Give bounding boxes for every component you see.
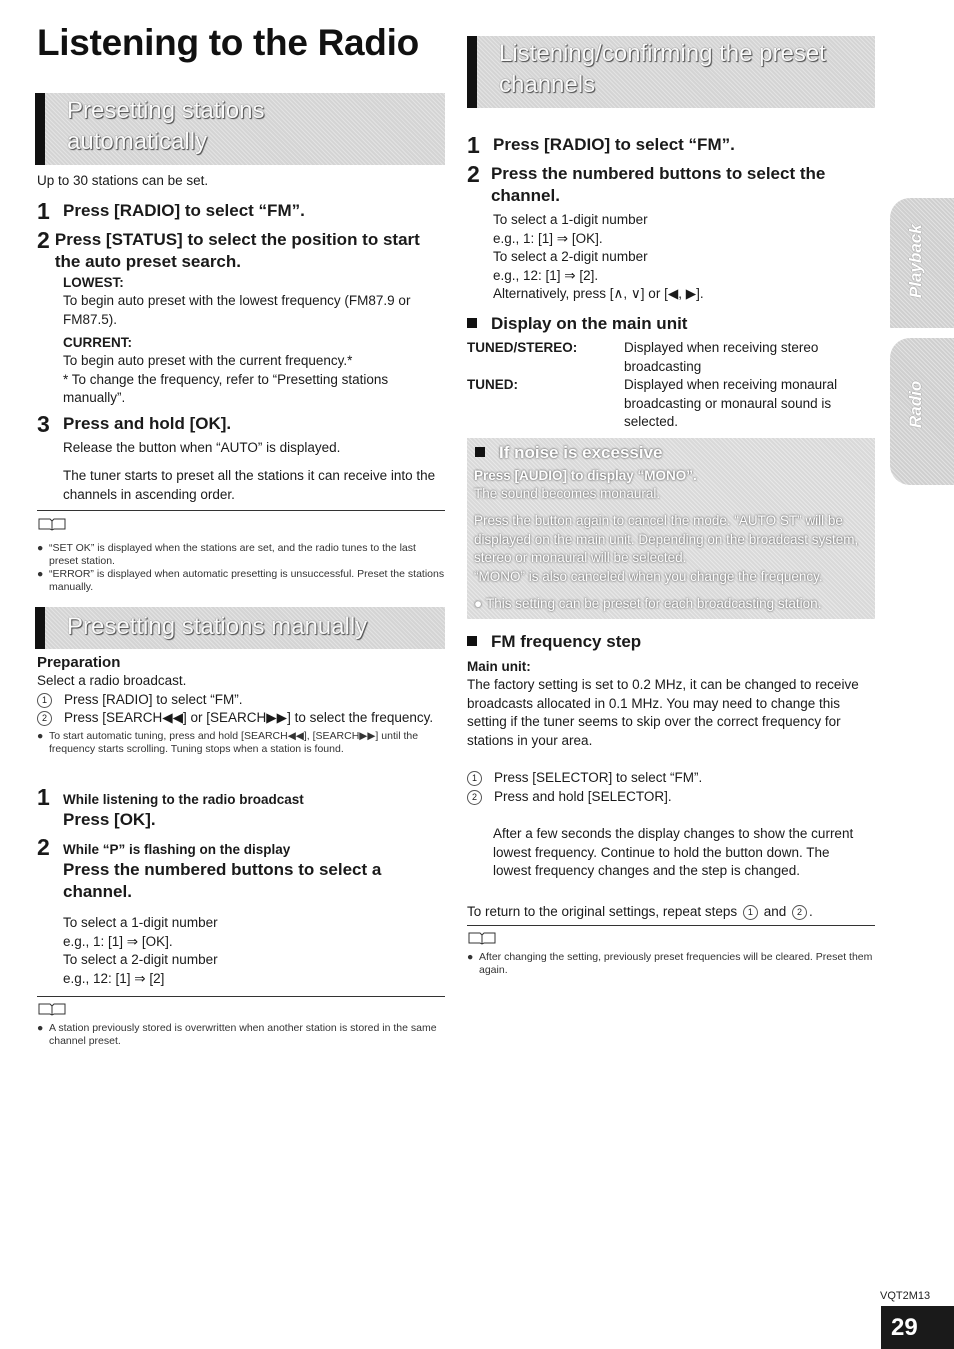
auto-step-2: [37, 229, 437, 273]
section-heading-auto: [35, 93, 445, 165]
step-context: While listening to the radio broadcast: [63, 792, 304, 807]
step-text: Press and hold [OK].: [63, 414, 232, 433]
side-tab-playback-label: Playback: [906, 224, 925, 298]
section-marker: [467, 36, 477, 108]
bullet-icon: ●: [467, 951, 474, 963]
note-book-icon: [37, 517, 67, 531]
selector-step: 2 Press and hold [SELECTOR].: [467, 788, 702, 807]
step-number: 1: [467, 132, 480, 158]
lowest-text: To begin auto preset with the lowest frequency (FM87.9 or FM87.5).: [63, 293, 411, 327]
step3-release-text: Release the button when “AUTO” is displayed.: [63, 440, 341, 455]
page-number: 29: [881, 1306, 954, 1349]
step-text: Press [OK].: [63, 810, 156, 829]
step-text: Press the numbered buttons to select the channel.: [490, 164, 826, 205]
preparation-label: Preparation: [37, 654, 121, 671]
divider: [37, 510, 445, 511]
confirm-step-1: [467, 134, 875, 156]
circled-number: 1: [37, 693, 52, 708]
step-description: The factory setting is set to 0.2 MHz, it can be changed to receive broadcasts allocated in 0.1 MHz. You may need to change this setting if the tuner seems to skip over the correct frequency for stations in your area.: [467, 677, 859, 748]
display-table: [467, 339, 867, 432]
circled-number: 2: [792, 905, 807, 920]
step3-tuner-text: The tuner starts to preset all the stations it can receive into the channels in ascending order.: [63, 468, 436, 502]
section-marker: [35, 607, 45, 649]
step-number: 2: [37, 227, 50, 253]
noise-result: The sound becomes monaural.: [474, 486, 661, 501]
step-number: 2: [37, 834, 50, 860]
side-tab-playback: [890, 198, 954, 328]
note-item: ● “ERROR” is displayed when automatic presetting is unsuccessful. Preset the stations manually.: [37, 568, 445, 593]
step-text: Press [RADIO] to select “FM”.: [493, 135, 735, 154]
manual-step-2: [37, 836, 437, 903]
step-heading: FM frequency step: [467, 631, 641, 653]
divider: [37, 996, 445, 997]
square-bullet-icon: [467, 318, 477, 328]
section-heading-auto-label: Presetting stations automatically: [67, 97, 265, 155]
bullet-icon: ●: [474, 596, 483, 611]
noise-instruction: Press [AUDIO] to display “MONO”.: [474, 468, 697, 483]
lowest-label: LOWEST:: [63, 275, 124, 290]
square-bullet-icon: [467, 636, 477, 646]
page-title: Listening to the Radio: [37, 22, 419, 63]
current-footnote: * To change the frequency, refer to “Presetting stations manually”.: [63, 371, 389, 405]
circled-number: 1: [743, 905, 758, 920]
prep-step: 1 Press [RADIO] to select “FM”.: [37, 691, 447, 710]
step-number: 1: [37, 198, 50, 224]
model-code: VQT2M13: [880, 1290, 931, 1302]
divider: [467, 925, 875, 926]
selector-step: 1 Press [SELECTOR] to select “FM”.: [467, 769, 702, 788]
auto-intro: Up to 30 stations can be set.: [37, 173, 209, 188]
circled-number: 1: [467, 771, 482, 786]
note-book-icon: [37, 1002, 67, 1016]
display-row: TUNED: Displayed when receiving monaural broadcasting or monaural sound is selected.: [467, 377, 838, 429]
step-number: 3: [37, 411, 50, 437]
manual-digit-instructions: To select a 1-digit number e.g., 1: [1] ⇒ [OK]. To select a 2-digit number e.g., 12: [1] ⇒ [2]: [63, 915, 218, 986]
selector-after-text: After a few seconds the display changes to show the current lowest frequency. Continue to hold the button down. The lowest frequency changes and the step is changed.: [493, 826, 854, 878]
manual-step-1: [37, 786, 447, 831]
auto-options: [63, 274, 448, 408]
note-item: ● “SET OK” is displayed when the stations are set, and the radio tunes to the last preset station.: [37, 542, 416, 567]
current-text: To begin auto preset with the current frequency.*: [63, 353, 353, 368]
bullet-icon: ●: [37, 568, 44, 580]
return-text: To return to the original settings, repeat steps 1 and 2 .: [467, 904, 813, 919]
step-text: Press [STATUS] to select the position to start the auto preset search.: [54, 230, 420, 271]
manual-note: ● A station previously stored is overwritten when another station is stored in the same channel preset.: [37, 1022, 437, 1047]
circled-number: 2: [37, 711, 52, 726]
bullet-icon: ●: [37, 729, 44, 742]
noise-heading: If noise is excessive: [475, 442, 663, 464]
section-heading-confirm: [467, 36, 875, 108]
bullet-icon: ●: [37, 1022, 44, 1034]
confirm-digit-instructions: To select a 1-digit number e.g., 1: [1] ⇒ [OK]. To select a 2-digit number e.g., 12: [1] ⇒ [2]. Alternatively, press [∧, ∨] or [◀, ▶].: [493, 212, 704, 301]
side-tab-radio-label: Radio: [906, 380, 925, 428]
bullet-icon: ●: [37, 542, 44, 554]
step-number: 2: [467, 161, 480, 187]
noise-box: [467, 438, 875, 619]
auto-step-3: [37, 413, 447, 435]
noise-note: ● This setting can be preset for each broadcasting station.: [474, 595, 821, 614]
main-unit-label: Main unit:: [467, 659, 531, 674]
square-bullet-icon: [475, 447, 485, 457]
selector-steps: [467, 769, 702, 806]
section-heading-manual-label: Presetting stations manually: [67, 613, 368, 640]
side-tab-radio: [890, 338, 954, 485]
note-book-icon: [467, 931, 497, 945]
preparation-text: Select a radio broadcast.: [37, 673, 187, 688]
auto-notes: [37, 542, 447, 594]
step-section-body: [467, 658, 872, 750]
prep-step: 2 Press [SEARCH◀◀] or [SEARCH▶▶] to select the frequency.: [37, 709, 447, 728]
auto-step-1: [37, 200, 447, 222]
step-text: Press the numbered buttons to select a channel.: [63, 860, 382, 901]
confirm-step-2: [467, 163, 867, 207]
display-row: TUNED/STEREO: Displayed when receiving stereo broadcasting: [467, 340, 819, 374]
step-number: 1: [37, 784, 50, 810]
current-label: CURRENT:: [63, 335, 132, 350]
step-note: ● After changing the setting, previously preset frequencies will be cleared. Preset them again.: [467, 951, 873, 976]
manual-preparation: [37, 654, 447, 756]
section-heading-manual: [35, 607, 445, 649]
step-context: While “P” is flashing on the display: [63, 842, 291, 857]
section-marker: [35, 93, 45, 165]
display-heading: Display on the main unit: [467, 313, 687, 335]
noise-body: Press the button again to cancel the mode. “AUTO ST” will be displayed on the main unit. Depending on the broadcast system, stereo or monaural will be selected. “MONO” is also canceled when you change the frequency.: [474, 513, 859, 584]
circled-number: 2: [467, 790, 482, 805]
prep-note: ● To start automatic tuning, press and hold [SEARCH◀◀], [SEARCH▶▶] until the frequency starts scrolling. Tuning stops when a station is found.: [37, 729, 419, 755]
section-heading-confirm-label: Listening/confirming the preset channels: [499, 40, 826, 98]
step-text: Press [RADIO] to select “FM”.: [63, 201, 305, 220]
